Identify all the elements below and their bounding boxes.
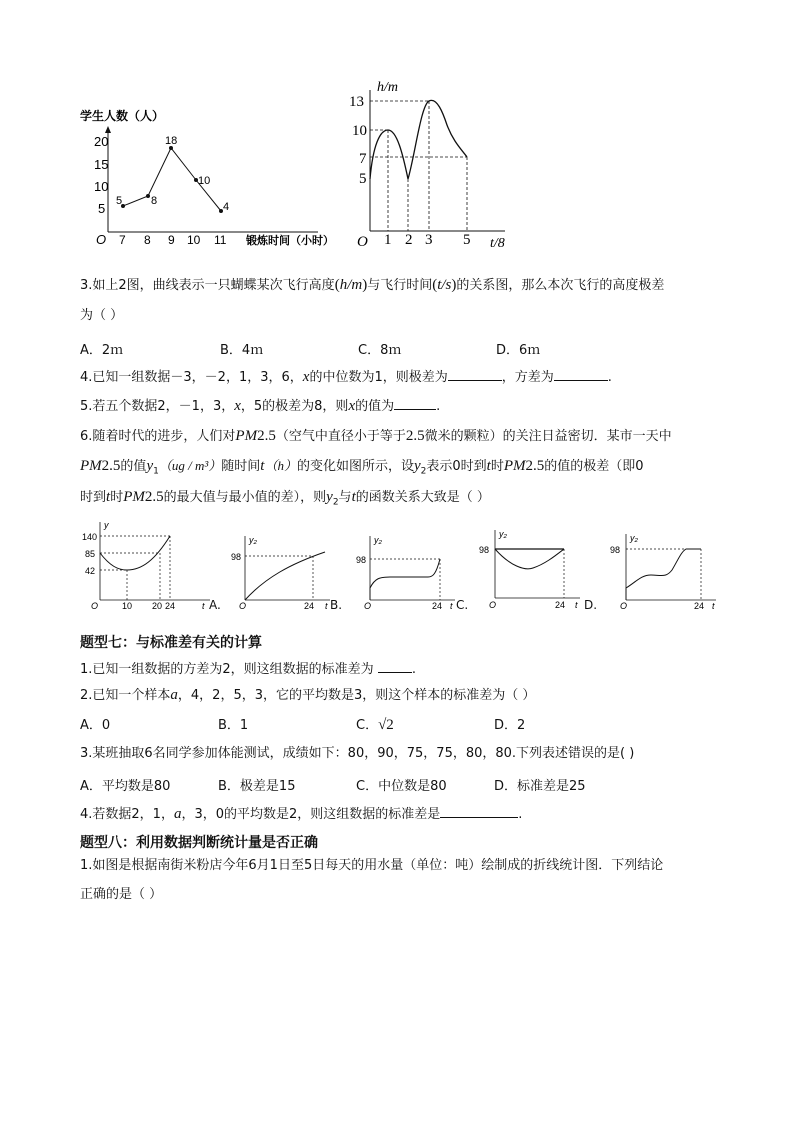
fig1-point (146, 194, 150, 198)
fig1-ytick: 15 (94, 157, 109, 172)
svg-text:O: O (620, 601, 628, 610)
svg-text:24: 24 (165, 601, 176, 610)
fig1-point-label: 5 (116, 195, 123, 207)
q6-choice-c[interactable]: C. (456, 598, 469, 612)
q3-text-b: 与飞行时间 (367, 278, 433, 293)
svg-text:98: 98 (231, 552, 242, 562)
sec7-q3-option-b[interactable]: B．极差是15 (218, 779, 296, 794)
fig1-xtick: 11 (214, 233, 227, 247)
fig1-xlabel: 锻炼时间（小时） (246, 235, 334, 247)
fig1-ylabel: 学生人数（人） (80, 109, 165, 123)
svg-text:24: 24 (555, 600, 566, 610)
butterfly-height-chart (345, 75, 525, 250)
svg-text:O: O (239, 601, 247, 610)
q3-text-a: 3.如上2图，曲线表示一只蝴蝶某次飞行高度 (80, 278, 335, 293)
fig1-xtick: 10 (187, 233, 201, 247)
q6-choice-d[interactable]: D. (584, 598, 598, 612)
svg-text:t: t (325, 601, 328, 610)
fig2-xtick: 3 (425, 232, 433, 248)
q4-variance-blank[interactable] (554, 368, 608, 381)
fig1-y-arrow (105, 126, 111, 133)
q6-option-c-graph (475, 526, 585, 610)
q6-choice-b[interactable]: B. (330, 598, 343, 612)
svg-text:20: 20 (152, 601, 163, 610)
q5-answer-blank[interactable] (394, 397, 436, 410)
svg-text:98: 98 (479, 545, 490, 555)
student-exercise-chart (78, 100, 343, 250)
svg-text:y₂: y₂ (499, 529, 507, 539)
q3-text: 3.如上2图，曲线表示一只蝴蝶某次飞行高度(h/m)与飞行时间(t/s)的关系图，那么本次飞行的高度极差 (80, 277, 665, 293)
sec7-q3: 3.某班抽取6名同学参加体能测试，成绩如下：80，90，75，75，80，80.下列表述错误的是( ) (80, 746, 635, 761)
fig1-xtick: 9 (168, 233, 175, 247)
fig2-xtick: 5 (463, 232, 471, 248)
svg-text:y₂: y₂ (249, 535, 257, 545)
sec7-q2-option-a[interactable]: A．0 (80, 718, 111, 733)
fig2-origin: O (357, 234, 368, 250)
q6-option-d-graph (606, 530, 721, 610)
q5-text: 5.若五个数据2，－1，3，x，5的极差为8，则x的值为 . (80, 398, 441, 414)
q4-text: 4.已知一组数据－3，－2，1，3，6，x的中位数为1，则极差为 ，方差为 . (80, 369, 612, 385)
svg-text:t: t (450, 601, 453, 610)
fig1-point-label: 18 (165, 135, 178, 147)
svg-text:t: t (575, 600, 578, 610)
q3-h-unit: h/m (339, 277, 363, 293)
sec7-q3-option-d[interactable]: D．标准差是25 (494, 779, 586, 794)
fig2-ytick: 7 (359, 151, 367, 167)
q3-t-unit: t/s (437, 277, 452, 293)
svg-text:140: 140 (82, 532, 98, 542)
q6-line1: 6.随着时代的进步，人们对PM2.5（空气中直径小于等于2.5微米的颗粒）的关注日益密切．某市一天中 (80, 428, 672, 444)
fig2-ytick: 10 (352, 123, 367, 139)
sec7-q1: 1.已知一组数据的方差为2，则这组数据的标准差为 . (80, 662, 416, 677)
q3-option-b[interactable]: B．4ｍ (220, 343, 264, 358)
q3-option-d[interactable]: D．6ｍ (496, 343, 541, 358)
svg-text:24: 24 (432, 601, 443, 610)
q6-choice-a[interactable]: A. (209, 598, 221, 612)
fig2-guides (370, 101, 467, 231)
q3-option-a[interactable]: A．2ｍ (80, 343, 124, 358)
fig1-xtick: 8 (144, 233, 151, 247)
svg-text:y: y (104, 520, 109, 530)
q3-text-line2: 为（ ） (80, 308, 124, 323)
svg-text:t: t (202, 601, 205, 610)
fig2-xtick: 2 (405, 232, 413, 248)
svg-text:24: 24 (694, 601, 705, 610)
fig1-origin: O (96, 232, 107, 247)
q3-text-c: 的关系图，那么本次飞行的高度极差 (456, 278, 665, 293)
svg-text:y₂: y₂ (630, 533, 638, 543)
fig1-ytick: 5 (98, 201, 106, 216)
fig2-ytick: 13 (349, 94, 364, 110)
q6-line2: PM2.5的值$y_1(ug / m^3)$随时间t（h）的变化如图所示，设$y_2$表示0时到t时PM2.5的值的极差（即0 (80, 458, 644, 477)
sec8-q1-line2: 正确的是（ ） (80, 887, 163, 902)
fig1-point-label: 4 (223, 201, 230, 213)
fig1-ytick: 20 (94, 134, 109, 149)
sec7-q3-option-c[interactable]: C．中位数是80 (356, 779, 447, 794)
fig2-xtick: 1 (384, 232, 392, 248)
sec7-q2: 2.已知一个样本a，4，2，5，3，它的平均数是3，则这个样本的标准差为（ ） (80, 687, 536, 703)
sec7-q2-option-c[interactable]: C．√2 (356, 717, 394, 733)
svg-text:O: O (91, 601, 99, 610)
section8-title: 题型八：利用数据判断统计量是否正确 (80, 835, 318, 851)
svg-text:O: O (364, 601, 372, 610)
svg-text:98: 98 (610, 545, 621, 555)
q6-option-b-graph (350, 530, 460, 610)
section7-title: 题型七：与标准差有关的计算 (80, 635, 262, 651)
svg-text:24: 24 (304, 601, 315, 610)
sec7-q3-option-a[interactable]: A．平均数是80 (80, 779, 171, 794)
fig1-xtick: 7 (119, 233, 126, 247)
fig2-ylabel: h/m (377, 80, 398, 95)
fig2-ytick: 5 (359, 171, 367, 187)
fig1-point-label: 8 (151, 195, 158, 207)
sec7-q2-option-b[interactable]: B．1 (218, 718, 249, 733)
sec7-q4: 4.若数据2，1，a，3，0的平均数是2，则这组数据的标准差是 . (80, 806, 523, 822)
fig2-xlabel: t/8 (490, 236, 505, 250)
svg-text:y₂: y₂ (374, 535, 382, 545)
fig1-ytick: 10 (94, 179, 109, 194)
sec7-q1-blank[interactable] (378, 660, 412, 673)
sec7-q2-option-d[interactable]: D．2 (494, 718, 526, 733)
q6-option-a-graph (225, 530, 335, 610)
svg-text:42: 42 (85, 566, 96, 576)
q4-range-blank[interactable] (448, 368, 502, 381)
pm25-main-graph (80, 518, 220, 610)
svg-text:O: O (489, 600, 497, 610)
sec7-q4-blank[interactable] (440, 805, 518, 818)
svg-text:85: 85 (85, 549, 96, 559)
q6-line3: 时到t时PM2.5的最大值与最小值的差），则$y_2$与t的函数关系大致是（ ） (80, 489, 490, 508)
fig1-point-label: 10 (198, 175, 211, 187)
svg-text:t: t (712, 601, 715, 610)
q3-option-c[interactable]: C．8ｍ (358, 343, 402, 358)
svg-text:10: 10 (122, 601, 133, 610)
sec8-q1-line1: 1.如图是根据南街米粉店今年6月1日至5日每天的用水量（单位：吨）绘制成的折线统计图．下列结论 (80, 858, 664, 873)
svg-text:98: 98 (356, 555, 367, 565)
fig2-curve (370, 100, 467, 179)
